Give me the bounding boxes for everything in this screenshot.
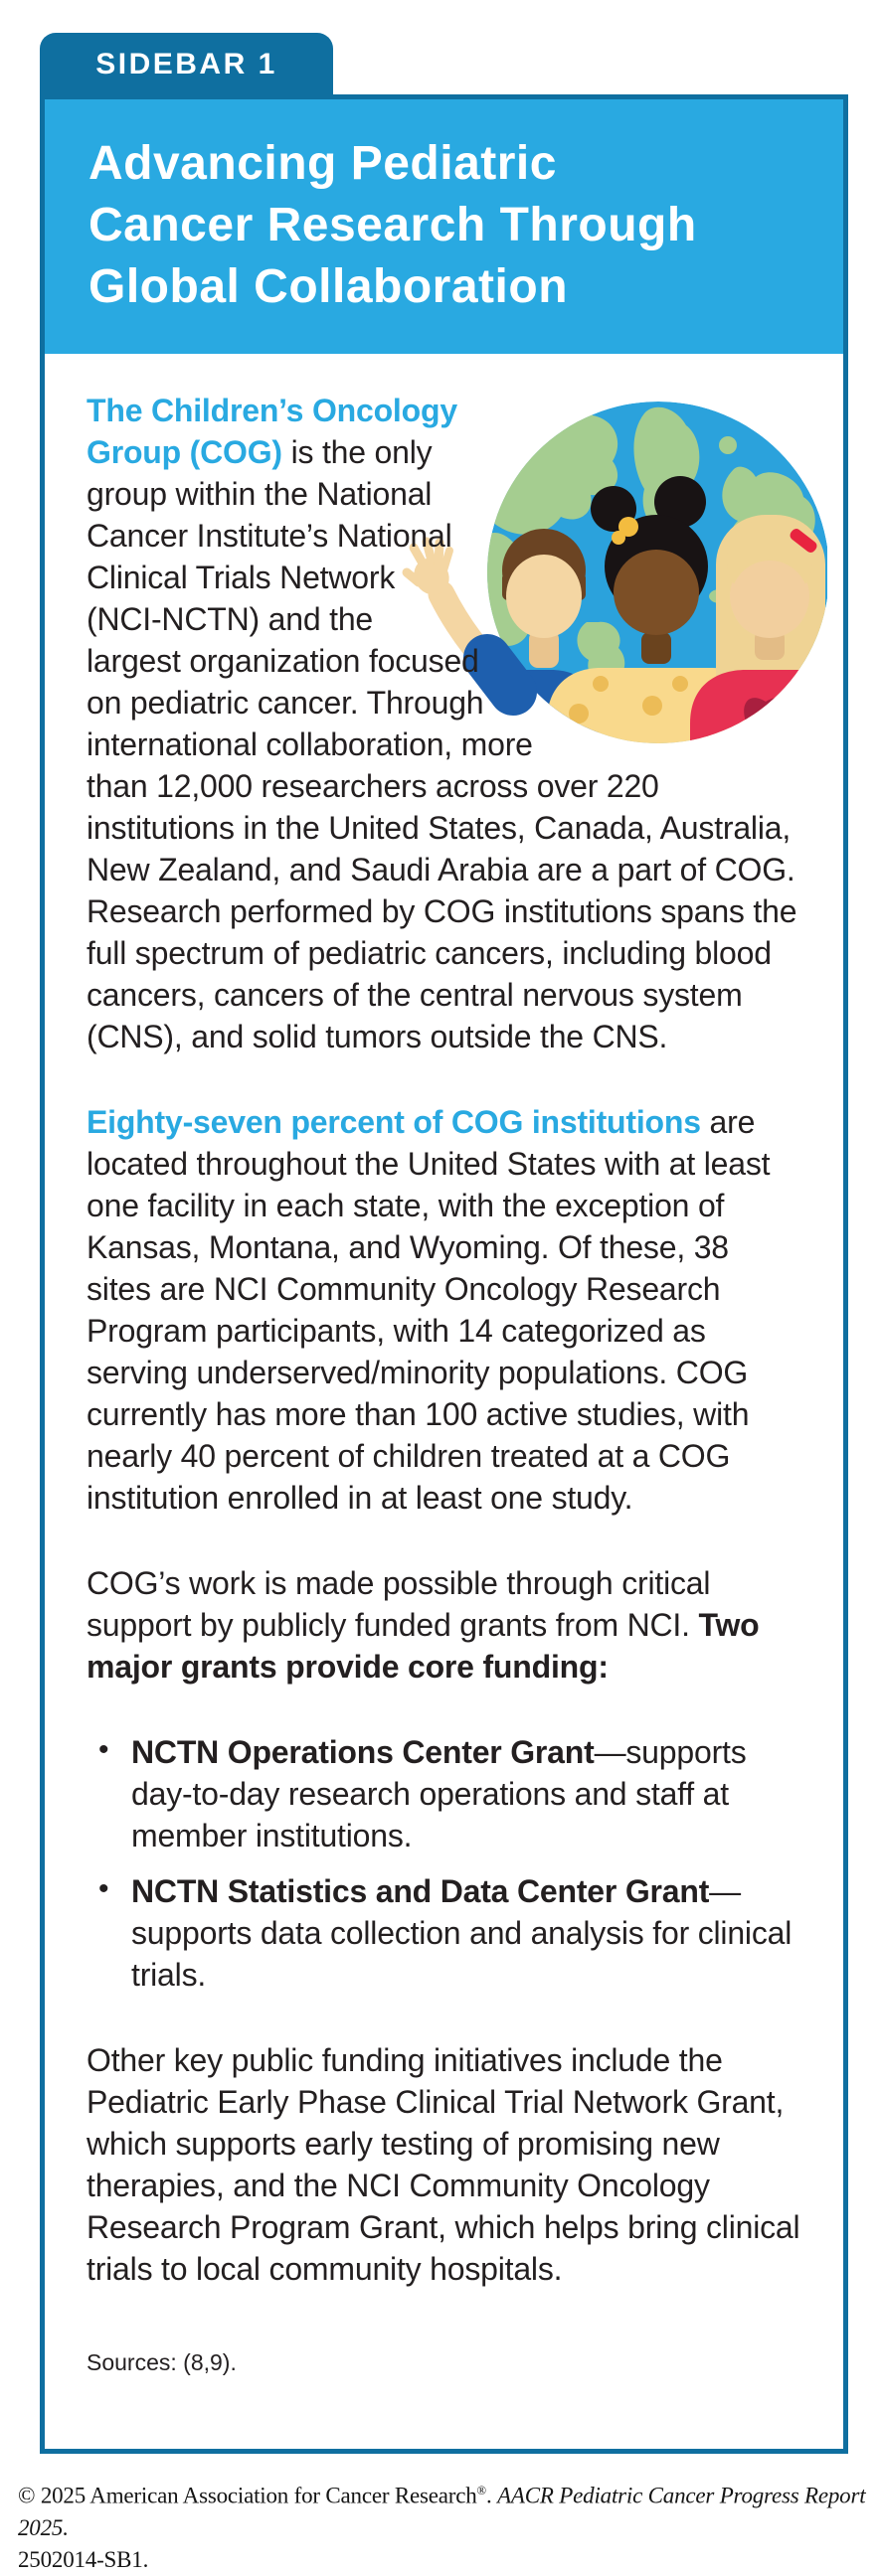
grant-name-statistics: NCTN Statistics and Data Center Grant (131, 1873, 710, 1909)
sidebar-title-line-3: Global Collaboration (88, 260, 569, 313)
paragraph-funding (87, 1562, 801, 1688)
sources-note: Sources: (8,9). (87, 2349, 237, 2375)
lead-cog: The Children’s Oncology Group (COG) (87, 393, 457, 470)
copyright-line-1 (18, 2475, 875, 2544)
copyright-line-2: 2502014-SB1. (18, 2546, 149, 2572)
paragraph-other-initiatives: Other key public funding initiatives include the Pediatric Early Phase Clinical Trial Network Grant, which supports early testing of promising new therapies, and the NCI Community Oncology Research Program Grant, which helps bring clinical trials to local community hospitals. (87, 2042, 800, 2287)
sidebar-content (45, 354, 843, 2383)
grant-desc-operations: —supports day-to-day research operations and staff at member institutions. (131, 1734, 747, 1853)
sidebar-header (45, 99, 843, 354)
sidebar-tab-label: SIDEBAR 1 (95, 48, 277, 80)
list-item-operations-grant (131, 1731, 801, 1856)
paragraph-institutions-text: are located throughout the United States with at least one facility in each state, with the exception of Kansas, Montana, and Wyoming. Of these, 38 sites are NCI Community Oncology Research Program participants, with 14 categorized as serving underserved/minority populations. COG currently has more than 100 active studies, with nearly 40 percent of children treated at a COG institution enrolled in at least one study. (87, 1104, 771, 1516)
registered-mark: ® (476, 2484, 486, 2497)
grant-list (87, 1731, 801, 1996)
sidebar-title-line-2: Cancer Research Through (88, 199, 697, 251)
grant-name-operations: NCTN Operations Center Grant (131, 1734, 595, 1770)
sidebar-title-line-1: Advancing Pediatric (88, 137, 557, 190)
report-title-italic: AACR Pediatric Cancer Progress Report 2025. (18, 2483, 866, 2540)
paragraph-funding-text: COG’s work is made possible through critical support by publicly funded grants from NCI. (87, 1565, 711, 1643)
paragraph-cog-intro-text: is the only group within the National Cancer Institute’s National Clinical Trials Network (NCI-NCTN) and the largest organization focused on pediatric cancer. Through international collaboration, more than 12,000 researchers across over 220 institutions in the United States, Canada, Australia, New Zealand, and Saudi Arabia are a part of COG. Research performed by COG institutions spans the full spectrum of pediatric cancers, including blood cancers, cancers of the central nervous system (CNS), and solid tumors outside the CNS. (87, 434, 797, 1054)
copyright-separator: . (485, 2483, 498, 2508)
copyright-footer (18, 2475, 875, 2576)
copyright-text: © 2025 American Association for Cancer Research (18, 2483, 477, 2508)
lead-eighty-seven-percent: Eighty-seven percent of COG institutions (87, 1104, 701, 1140)
paragraph-institutions (87, 1101, 801, 1519)
list-item-statistics-grant (131, 1870, 801, 1996)
paragraph-funding-bold: Two major grants provide core funding: (87, 1607, 760, 1685)
sidebar-box (40, 94, 848, 2454)
sidebar-tab (40, 33, 333, 96)
sidebar-title (88, 133, 799, 318)
grant-desc-statistics: —supports data collection and analysis for clinical trials. (131, 1873, 793, 1993)
